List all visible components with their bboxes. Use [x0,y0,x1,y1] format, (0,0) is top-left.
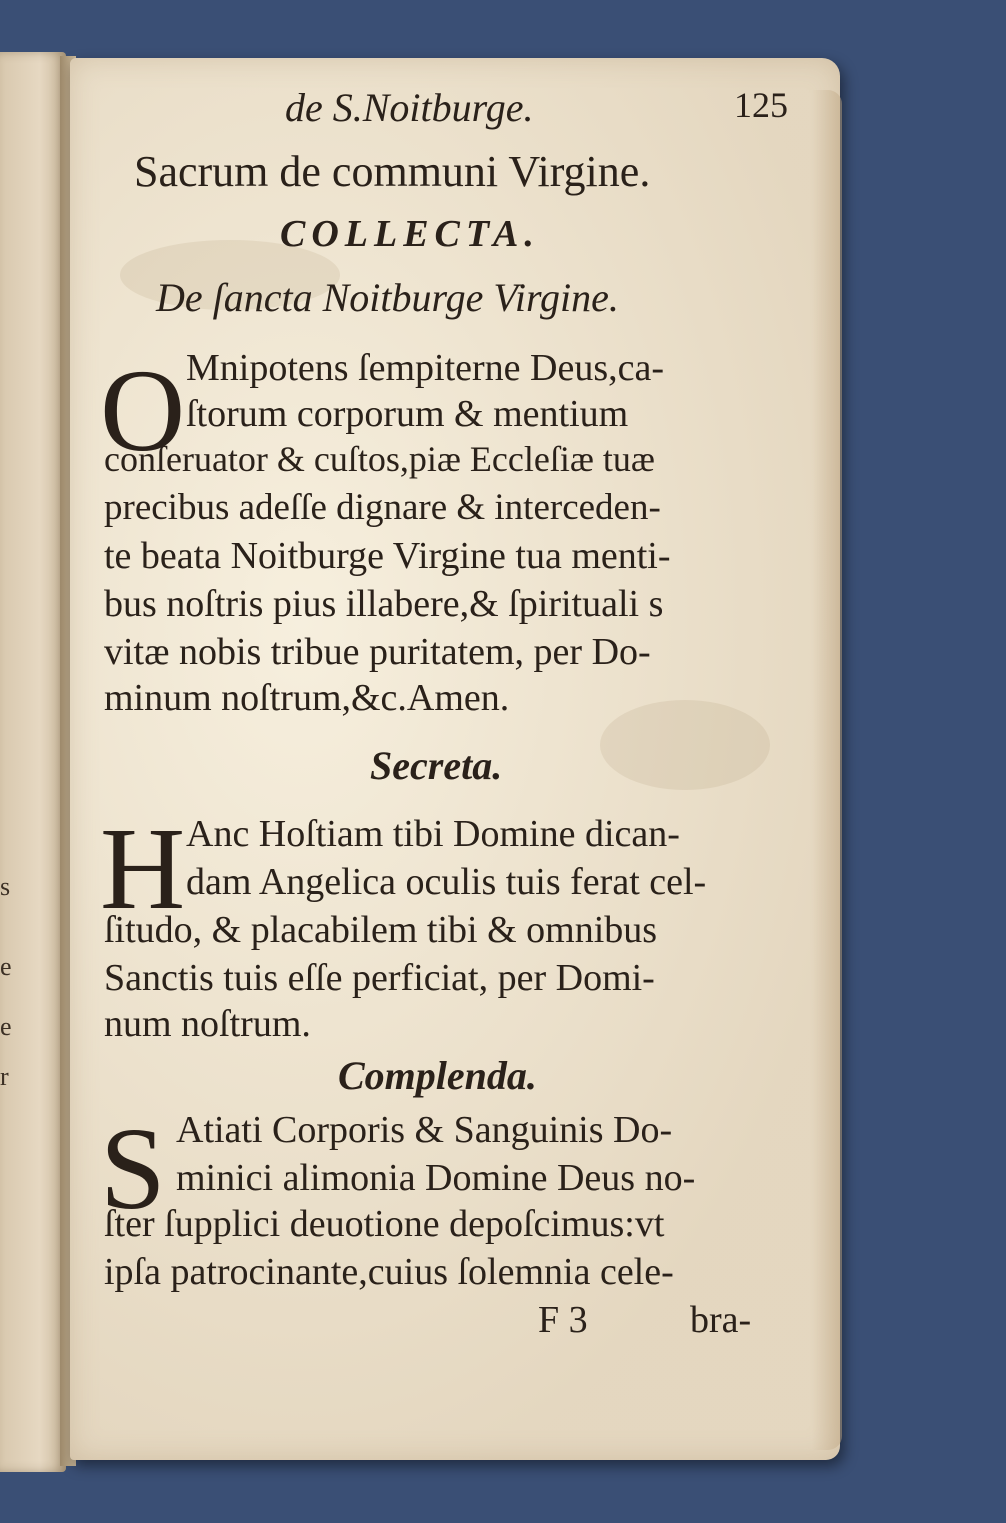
collecta-heading: COLLECTA. [280,213,540,255]
collecta-line: te beata Noitburge Virgine tua menti- [104,535,671,577]
running-head: de S.Noitburge. [285,85,534,130]
secreta-line: Anc Hoſtiam tibi Domine dican- [186,813,680,855]
catchword: bra- [690,1299,752,1341]
complenda-line: minici alimonia Domine Deus no- [176,1157,696,1199]
facing-page-letter: r [0,1062,9,1091]
complenda-line: ipſa patrocinante,cuius ſolemnia cele- [104,1251,674,1293]
complenda-line: ſter ſupplici deuotione depoſcimus:vt [104,1203,665,1245]
collecta-line: conſeruator & cuſtos,piæ Eccleſiæ tuæ [104,439,655,479]
collecta-line: vitæ nobis tribue puritatem, per Do- [104,631,651,673]
secreta-line: Sanctis tuis eſſe perficiat, per Domi- [104,957,655,999]
facing-page-letter: s [0,872,11,901]
collecta-line: precibus adeſſe dignare & interceden- [104,487,661,528]
dropcap-h: H [100,803,186,934]
collecta-line: ſtorum corporum & mentium [186,393,629,435]
dropcap-s: S [100,1103,166,1234]
section-title: Sacrum de communi Virgine. [134,147,651,196]
collecta-subheading: De ſancta Noitburge Virgine. [156,275,619,320]
facing-page-letter: e [0,952,12,981]
signature-mark: F 3 [538,1299,588,1341]
page-number: 125 [734,85,788,125]
secreta-line: num noſtrum. [104,1003,311,1045]
collecta-line: bus noſtris pius illabere,& ſpirituali s [104,583,664,625]
facing-page-letter: e [0,1012,12,1041]
secreta-heading: Secreta. [370,743,503,788]
complenda-heading: Complenda. [338,1053,537,1098]
secreta-line: ſitudo, & placabilem tibi & omnibus [104,909,658,951]
secreta-line: dam Angelica oculis tuis ferat cel- [186,861,707,903]
collecta-line: minum noſtrum,&c.Amen. [104,677,510,719]
collecta-line: Mnipotens ſempiterne Deus,ca- [186,347,665,389]
facing-page-edge [0,52,66,1472]
complenda-line: Atiati Corporis & Sanguinis Do- [176,1109,673,1151]
page-edge-shadow [812,90,842,1450]
dropcap-o: O [100,345,186,476]
paper-stain [600,700,770,790]
